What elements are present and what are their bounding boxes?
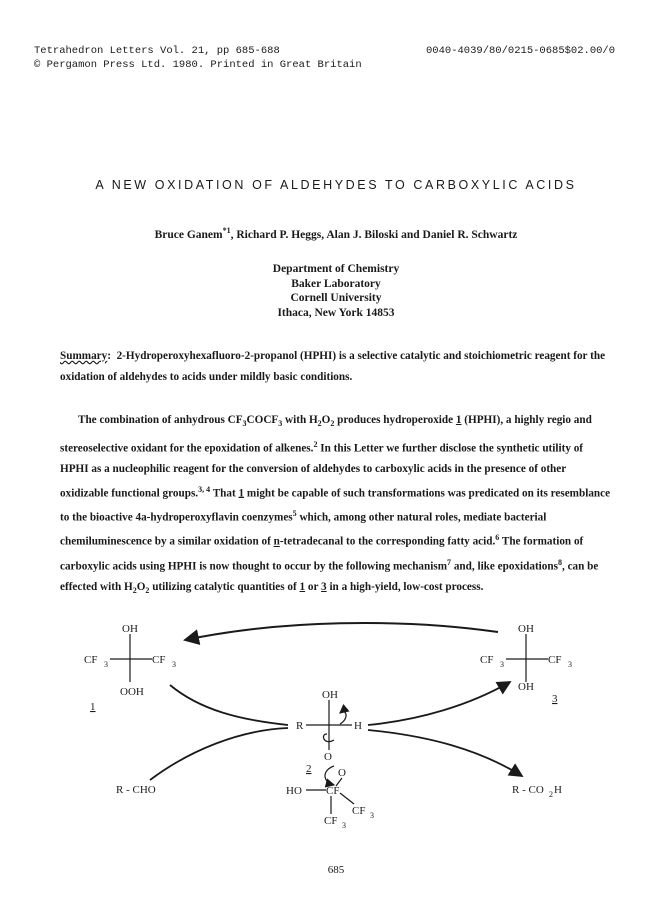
subscript: 2 [145, 586, 150, 596]
acid-label: R - CO [512, 784, 544, 796]
subscript: 2 [132, 586, 137, 596]
cf3-label: CF [480, 654, 494, 666]
subscript: 2 [330, 419, 335, 429]
addition-arrow [170, 685, 288, 725]
affiliation-city: Ithaca, New York 14853 [277, 306, 395, 319]
electron-arrow [340, 712, 346, 724]
compound-number-3: 3 [552, 693, 558, 705]
author-footnote-mark: *1 [222, 226, 231, 235]
body-text: COCF [246, 414, 279, 426]
bond [340, 793, 354, 804]
body-text: which, among other natural roles, mediate bacterial chemiluminescence by a similar oxidation of [60, 511, 547, 549]
body-text: , can be effected with H [60, 560, 599, 594]
body-text: with H [282, 414, 318, 426]
subscript: 3 [104, 660, 108, 669]
body-text: O [321, 414, 331, 426]
summary-label: Summary [60, 350, 108, 362]
hydroperoxy-label: OOH [120, 686, 144, 698]
acid-formation-arrow [368, 730, 522, 776]
subscript: 2 [317, 419, 322, 429]
body-text: That [210, 487, 239, 500]
reference-mark: 2 [313, 439, 318, 449]
body-text: utilizing catalytic quantities of [149, 581, 300, 594]
article-code: 0040-4039/80/0215-0685$02.00/0 [426, 45, 616, 57]
body-text: The combination of anhydrous CF [78, 414, 243, 426]
body-text: produces hydroperoxide [334, 414, 456, 426]
aldehyde-label: R - CHO [116, 784, 156, 796]
author-line [0, 226, 672, 241]
page-number: 685 [327, 864, 345, 876]
oxygen-label: O [324, 751, 332, 763]
body-text: O [136, 581, 146, 594]
regeneration-arrow [185, 623, 498, 640]
body-text: In this Letter we further disclose the synthetic utility of HPHI as a nucleophilic reagent for the conversion of aldehydes to carboxylic acids in the presence of other oxidizable functional groups. [60, 442, 584, 500]
author-others: , Richard P. Heggs, Alan J. Biloski and Daniel R. Schwartz [230, 228, 518, 241]
cf3-label: CF [548, 654, 562, 666]
affiliation-univ: Cornell University [290, 292, 382, 304]
hydroxyl-label: OH [322, 689, 338, 701]
electron-arrow [325, 766, 334, 785]
reference-mark: 5 [292, 509, 297, 519]
body-text: might be capable of such transformations was predicated on its resemblance to the bioactive 4a-hydroperoxyflavin coenzymes [60, 487, 611, 524]
cf3-label: CF [84, 654, 98, 666]
compound-ref: 1 [455, 414, 462, 426]
summary-colon: : [107, 350, 111, 362]
hydroxyl-label: OH [518, 623, 534, 635]
article-title: A NEW OXIDATION OF ALDEHYDES TO CARBOXYLIC ACIDS [95, 178, 577, 192]
subscript: 3 [500, 660, 504, 669]
mechanism-scheme [0, 610, 672, 850]
carbon-label: CF [326, 785, 340, 797]
subscript: 2 [549, 790, 553, 799]
affiliation-dept: Department of Chemistry [272, 263, 400, 275]
reference-mark: 6 [495, 533, 500, 543]
oxygen-label: O [338, 767, 346, 779]
body-paragraph [60, 410, 612, 602]
hydroxyl-label: OH [518, 681, 534, 693]
affiliation [0, 262, 672, 320]
subscript: 3 [342, 821, 346, 830]
body-text: and, like epoxidations [451, 560, 558, 573]
summary-text: 2-Hydroperoxyhexafluoro-2-propanol (HPHI) is a selective catalytic and stoichiometric reagent for the oxidation of aldehydes to acids under mildly basic conditions. [60, 350, 606, 383]
cf3-label: CF [352, 805, 366, 817]
affiliation-lab: Baker Laboratory [291, 277, 381, 290]
hydrogen-label: H [354, 720, 362, 732]
reference-mark: 7 [447, 557, 452, 567]
compound-number-1: 1 [90, 701, 96, 713]
compound-ref: 3 [321, 581, 327, 594]
acid-label-h: H [554, 784, 562, 796]
reference-mark: 3, 4 [198, 484, 211, 494]
body-text: in a high-yield, low-cost process. [326, 581, 484, 594]
subscript: 3 [172, 660, 176, 669]
compound-2-structure [286, 689, 374, 830]
hydroxyl-label: OH [122, 623, 138, 635]
compound-3-structure [480, 623, 572, 705]
body-text: The formation of carboxylic acids using HPHI is now thought to occur by the following mechanism [60, 536, 584, 573]
subscript: 3 [568, 660, 572, 669]
body-text: or [305, 581, 322, 594]
reference-mark: 8 [557, 557, 562, 567]
journal-citation: Tetrahedron Letters Vol. 21, pp 685-688 [34, 45, 280, 57]
aldehyde-arrow [150, 728, 288, 780]
publisher-line: © Pergamon Press Ltd. 1980. Printed in Great Britain [34, 59, 362, 71]
subscript: 3 [370, 811, 374, 820]
compound-ref: 1 [299, 581, 306, 594]
compound-number-2: 2 [306, 763, 312, 775]
hydroxyl-label: HO [286, 785, 302, 797]
subscript: 3 [242, 419, 247, 429]
body-text: (HPHI), a highly regio and stereoselective oxidant for the epoxidation of alkenes. [60, 414, 592, 455]
diol-release-arrow [368, 682, 510, 725]
body-text: -tetradecanal to the corresponding fatty acid. [279, 536, 496, 549]
compound-ref: 1 [238, 487, 245, 500]
cf3-label: CF [152, 654, 166, 666]
author-ganem: Bruce Ganem [154, 228, 223, 241]
summary-paragraph [60, 346, 612, 387]
r-group-label: R [296, 720, 304, 732]
subscript: 3 [278, 419, 283, 429]
journal-header [34, 44, 362, 72]
italic-n: n [273, 536, 280, 549]
compound-1-structure [84, 623, 176, 713]
cf3-label: CF [324, 815, 338, 827]
